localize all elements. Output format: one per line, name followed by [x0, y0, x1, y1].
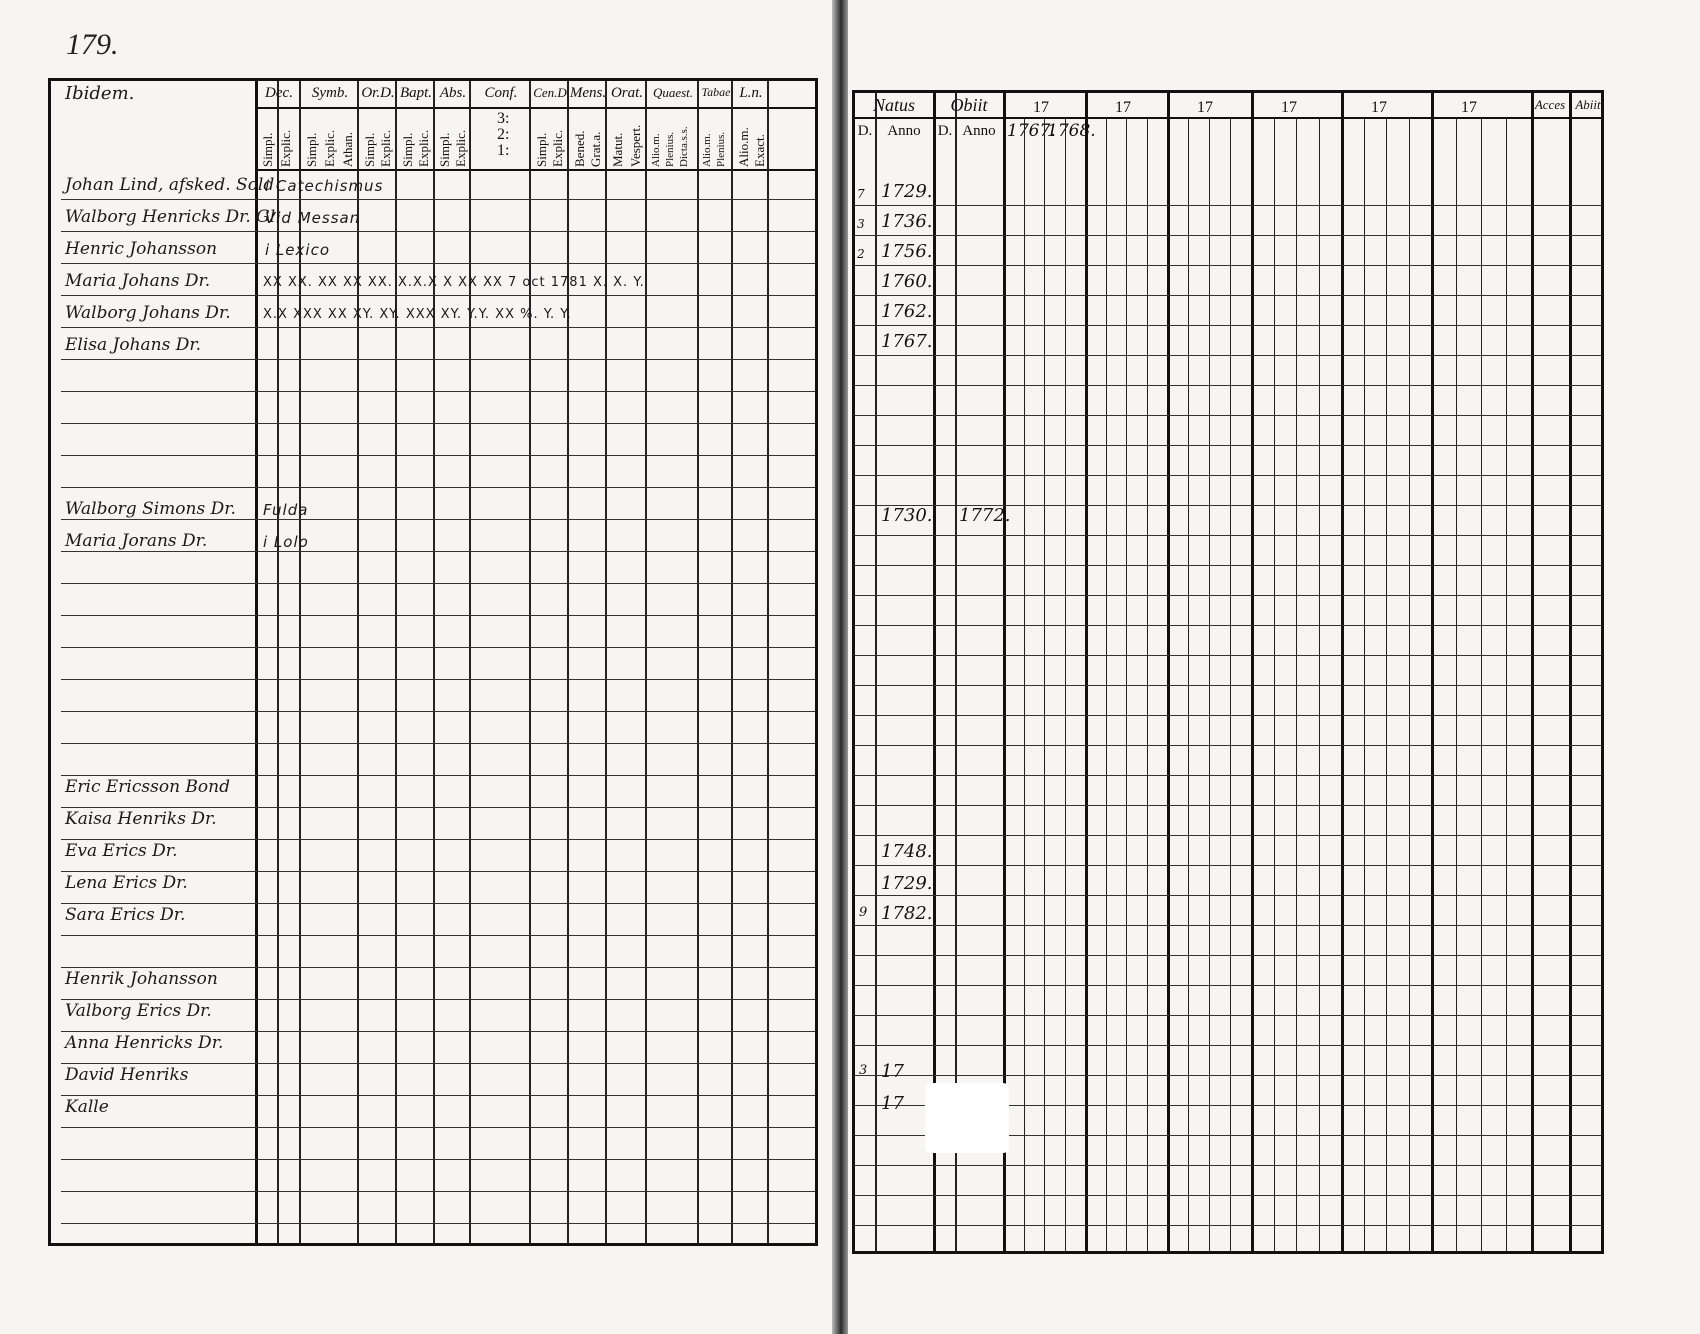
col-head-quaest: Quaest.: [652, 85, 694, 100]
sub-head: Dicta.s.s.: [678, 126, 690, 167]
natus-head: Natus: [872, 95, 915, 115]
natus-year-head: Anno: [887, 123, 921, 139]
row-rule: [61, 551, 815, 552]
sub-head: Explic.: [278, 129, 293, 167]
birth-year: 1760.: [881, 271, 933, 292]
abiit-head: Abiit: [1575, 97, 1601, 112]
row-rule: [61, 519, 815, 520]
entry-name: Walborg Johans Dr.: [65, 303, 231, 323]
row-rule: [61, 807, 815, 808]
year-group-rule: [1531, 93, 1534, 1251]
row-rule: [61, 359, 815, 360]
row-rule: [61, 871, 815, 872]
row-rule: [855, 1225, 1601, 1226]
sub-head: 2:: [497, 126, 510, 143]
entry-marks: i Lolo: [263, 533, 309, 551]
sub-head: Plenius.: [715, 131, 727, 167]
birth-year: 1748.: [881, 841, 933, 862]
row-rule: [61, 999, 815, 1000]
row-rule: [855, 955, 1601, 956]
year-group-rule: [1085, 93, 1088, 1251]
row-rule: [855, 475, 1601, 476]
row-rule: [855, 1075, 1601, 1076]
year-cell: 1768.: [1047, 121, 1096, 141]
catechism-grid: [48, 78, 818, 1246]
col-head-dec: Dec.: [265, 85, 293, 101]
row-rule: [855, 805, 1601, 806]
row-rule: [61, 1191, 815, 1192]
column-rule: [433, 81, 435, 1243]
row-rule: [855, 835, 1601, 836]
column-rule: [697, 81, 699, 1243]
entry-marks: i Catechismus: [265, 177, 384, 195]
birth-year: 1762.: [881, 301, 933, 322]
sub-head: Explic.: [453, 129, 468, 167]
sub-head: Simpl.: [437, 132, 452, 167]
row-rule: [61, 1223, 815, 1224]
row-rule: [855, 745, 1601, 746]
column-rule: [255, 81, 258, 1243]
row-rule: [61, 903, 815, 904]
column-rule: [767, 81, 769, 1243]
entry-name: Anna Henricks Dr.: [65, 1033, 224, 1053]
row-rule: [61, 1063, 815, 1064]
year-group-rule: [1569, 93, 1572, 1251]
entry-marks: Vid Messan: [265, 209, 361, 227]
birth-day: 7: [857, 187, 865, 201]
year-group-rule: [1341, 93, 1344, 1251]
col-head-ord: Or.D.: [361, 85, 395, 101]
entry-marks: i Lexico: [265, 241, 330, 259]
row-rule: [855, 235, 1601, 236]
row-rule: [855, 895, 1601, 896]
row-rule: [855, 415, 1601, 416]
row-rule: [61, 615, 815, 616]
col-head-conf: Conf.: [484, 85, 518, 101]
year-group-head: 17: [1033, 99, 1049, 116]
row-rule: [61, 935, 815, 936]
row-rule: [61, 583, 815, 584]
row-rule: [61, 1031, 815, 1032]
year-group-rule: [1167, 93, 1170, 1251]
row-rule: [855, 565, 1601, 566]
row-rule: [855, 865, 1601, 866]
sub-head: Alio.m.: [701, 133, 713, 167]
entry-name: Lena Erics Dr.: [65, 873, 188, 893]
row-rule: [61, 199, 815, 200]
row-rule: [855, 925, 1601, 926]
column-rule: [357, 81, 359, 1243]
row-rule: [855, 775, 1601, 776]
birth-year: 1782.: [881, 903, 933, 924]
year-header-divider: [1003, 117, 1601, 119]
col-head-orat: Orat.: [610, 85, 644, 101]
sub-head: Exact.: [752, 134, 767, 167]
row-rule: [61, 711, 815, 712]
row-rule: [61, 1127, 815, 1128]
sub-head: Explic.: [378, 129, 393, 167]
row-rule: [61, 263, 815, 264]
row-rule: [61, 423, 815, 424]
sub-head: Simpl.: [362, 132, 377, 167]
column-rule: [567, 81, 569, 1243]
row-rule: [61, 295, 815, 296]
entry-name: Kalle: [65, 1097, 109, 1117]
sub-head: Grat.a.: [588, 131, 603, 167]
sub-head: Explic.: [416, 129, 431, 167]
row-rule: [855, 295, 1601, 296]
col-head-cen: Cen.D: [533, 85, 567, 100]
birth-day: 9: [859, 905, 868, 920]
sub-head: 1:: [497, 142, 510, 159]
row-rule: [855, 595, 1601, 596]
place-heading: Ibidem.: [65, 83, 135, 104]
row-rule: [61, 391, 815, 392]
row-rule: [61, 487, 815, 488]
birth-year: 17: [881, 1093, 904, 1114]
sub-head: Explic.: [322, 129, 337, 167]
entry-name: Walborg Simons Dr.: [65, 499, 236, 519]
row-rule: [61, 327, 815, 328]
row-rule: [855, 1195, 1601, 1196]
year-group-rule: [1431, 93, 1434, 1251]
birth-year: 1767.: [881, 331, 933, 352]
obiit-year-head: Anno: [962, 123, 996, 139]
row-rule: [61, 231, 815, 232]
birth-year: 1756.: [881, 241, 933, 262]
sub-head: Bened.: [572, 130, 587, 167]
register-grid: [852, 90, 1604, 1254]
row-rule: [855, 685, 1601, 686]
sub-head: 3:: [497, 110, 510, 127]
row-rule: [61, 1095, 815, 1096]
sub-head: Simpl.: [534, 132, 549, 167]
entry-name: Henrik Johansson: [65, 969, 218, 989]
col-head-symb: Symb.: [311, 85, 349, 101]
birth-year: 1730.: [881, 505, 933, 526]
year-group-head: 17: [1115, 99, 1131, 116]
row-rule: [61, 839, 815, 840]
year-group-rule: [1251, 93, 1254, 1251]
column-rule: [731, 81, 733, 1243]
sub-head: Alio.m.: [736, 127, 751, 167]
column-rule: [875, 93, 877, 1251]
entry-name: Kaisa Henriks Dr.: [65, 809, 217, 829]
row-rule: [61, 775, 815, 776]
entry-marks: Fulda: [263, 501, 309, 519]
obiit-day-head: D.: [937, 123, 953, 139]
entry-name: Walborg Henricks Dr. Gl.: [65, 207, 281, 227]
sub-head: Plenius.: [664, 131, 676, 167]
sub-head: Matut.: [610, 132, 625, 167]
entry-name: Johan Lind, afsked. Sold: [65, 175, 275, 195]
natus-day-head: D.: [857, 123, 873, 139]
sub-head: Vespert.: [628, 124, 643, 167]
column-rule: [605, 81, 607, 1243]
birth-year: 1729.: [881, 873, 933, 894]
sub-head: Athan.: [340, 131, 355, 167]
paper-damage: [925, 1083, 1009, 1153]
birth-year: 1736.: [881, 211, 933, 232]
row-rule: [61, 455, 815, 456]
entry-name: David Henriks: [65, 1065, 189, 1085]
right-page: [848, 0, 1700, 1334]
entry-name: Valborg Erics Dr.: [65, 1001, 212, 1021]
sub-head: Simpl.: [400, 132, 415, 167]
obiit-head: Obiit: [950, 95, 988, 115]
year-group-head: 17: [1281, 99, 1297, 116]
row-rule: [855, 445, 1601, 446]
year-group-head: 17: [1197, 99, 1213, 116]
sub-head: Simpl.: [304, 132, 319, 167]
row-rule: [61, 743, 815, 744]
page-number: 179.: [66, 28, 119, 61]
entry-marks: X.X XXX XX XY. XY. XXX XY. Y.Y. XX %. Y. Y.: [263, 307, 572, 322]
left-page: [0, 0, 832, 1334]
entry-name: Henric Johansson: [65, 239, 218, 259]
col-head-abs: Abs.: [439, 85, 467, 101]
entry-name: Maria Jorans Dr.: [65, 531, 208, 551]
entry-name: Sara Erics Dr.: [65, 905, 186, 925]
entry-marks: XX XX. XX XX XX. X.X.X X XX XX 7 oct 1781 X. X. Y.: [263, 275, 645, 290]
col-head-bapt: Bapt.: [399, 85, 433, 101]
column-rule: [529, 81, 531, 1243]
row-rule: [855, 1045, 1601, 1046]
row-rule: [855, 1015, 1601, 1016]
row-rule: [855, 985, 1601, 986]
birth-day: 3: [859, 1063, 868, 1078]
row-rule: [855, 325, 1601, 326]
col-head-tabae: Tabae: [701, 85, 731, 99]
row-rule: [61, 679, 815, 680]
entry-name: Eva Erics Dr.: [65, 841, 178, 861]
column-rule: [933, 93, 936, 1251]
death-year: 1772.: [959, 505, 1011, 526]
birth-year: 1729.: [881, 181, 933, 202]
row-rule: [61, 647, 815, 648]
row-rule: [855, 715, 1601, 716]
sub-head: Simpl.: [260, 132, 275, 167]
col-head-ln: L.n.: [739, 85, 763, 101]
year-cell: 1767.: [1007, 121, 1056, 141]
entry-name: Maria Johans Dr.: [65, 271, 211, 291]
row-rule: [855, 625, 1601, 626]
row-rule: [61, 1159, 815, 1160]
sub-head: Explic.: [550, 129, 565, 167]
row-rule: [855, 1165, 1601, 1166]
row-rule: [855, 655, 1601, 656]
sub-head: Alio.m.: [650, 133, 662, 167]
birth-year: 17: [881, 1061, 904, 1082]
row-rule: [855, 385, 1601, 386]
row-rule: [855, 535, 1601, 536]
year-group-head: 17: [1461, 99, 1477, 116]
entry-name: Eric Ericsson Bond: [65, 777, 230, 797]
row-rule: [61, 967, 815, 968]
book-gutter: [832, 0, 848, 1334]
year-group-rule: [1003, 93, 1006, 1251]
column-rule: [469, 81, 471, 1243]
accessit-head: Acces: [1534, 97, 1566, 112]
col-head-mens: Mens.: [569, 85, 607, 101]
column-rule: [395, 81, 397, 1243]
column-rule: [645, 81, 647, 1243]
birth-day: 2: [857, 247, 865, 261]
column-rule: [955, 93, 957, 1251]
row-rule: [855, 265, 1601, 266]
birth-day: 3: [857, 217, 865, 231]
entry-name: Elisa Johans Dr.: [65, 335, 202, 355]
row-rule: [855, 205, 1601, 206]
row-rule: [855, 355, 1601, 356]
year-group-head: 17: [1371, 99, 1387, 116]
